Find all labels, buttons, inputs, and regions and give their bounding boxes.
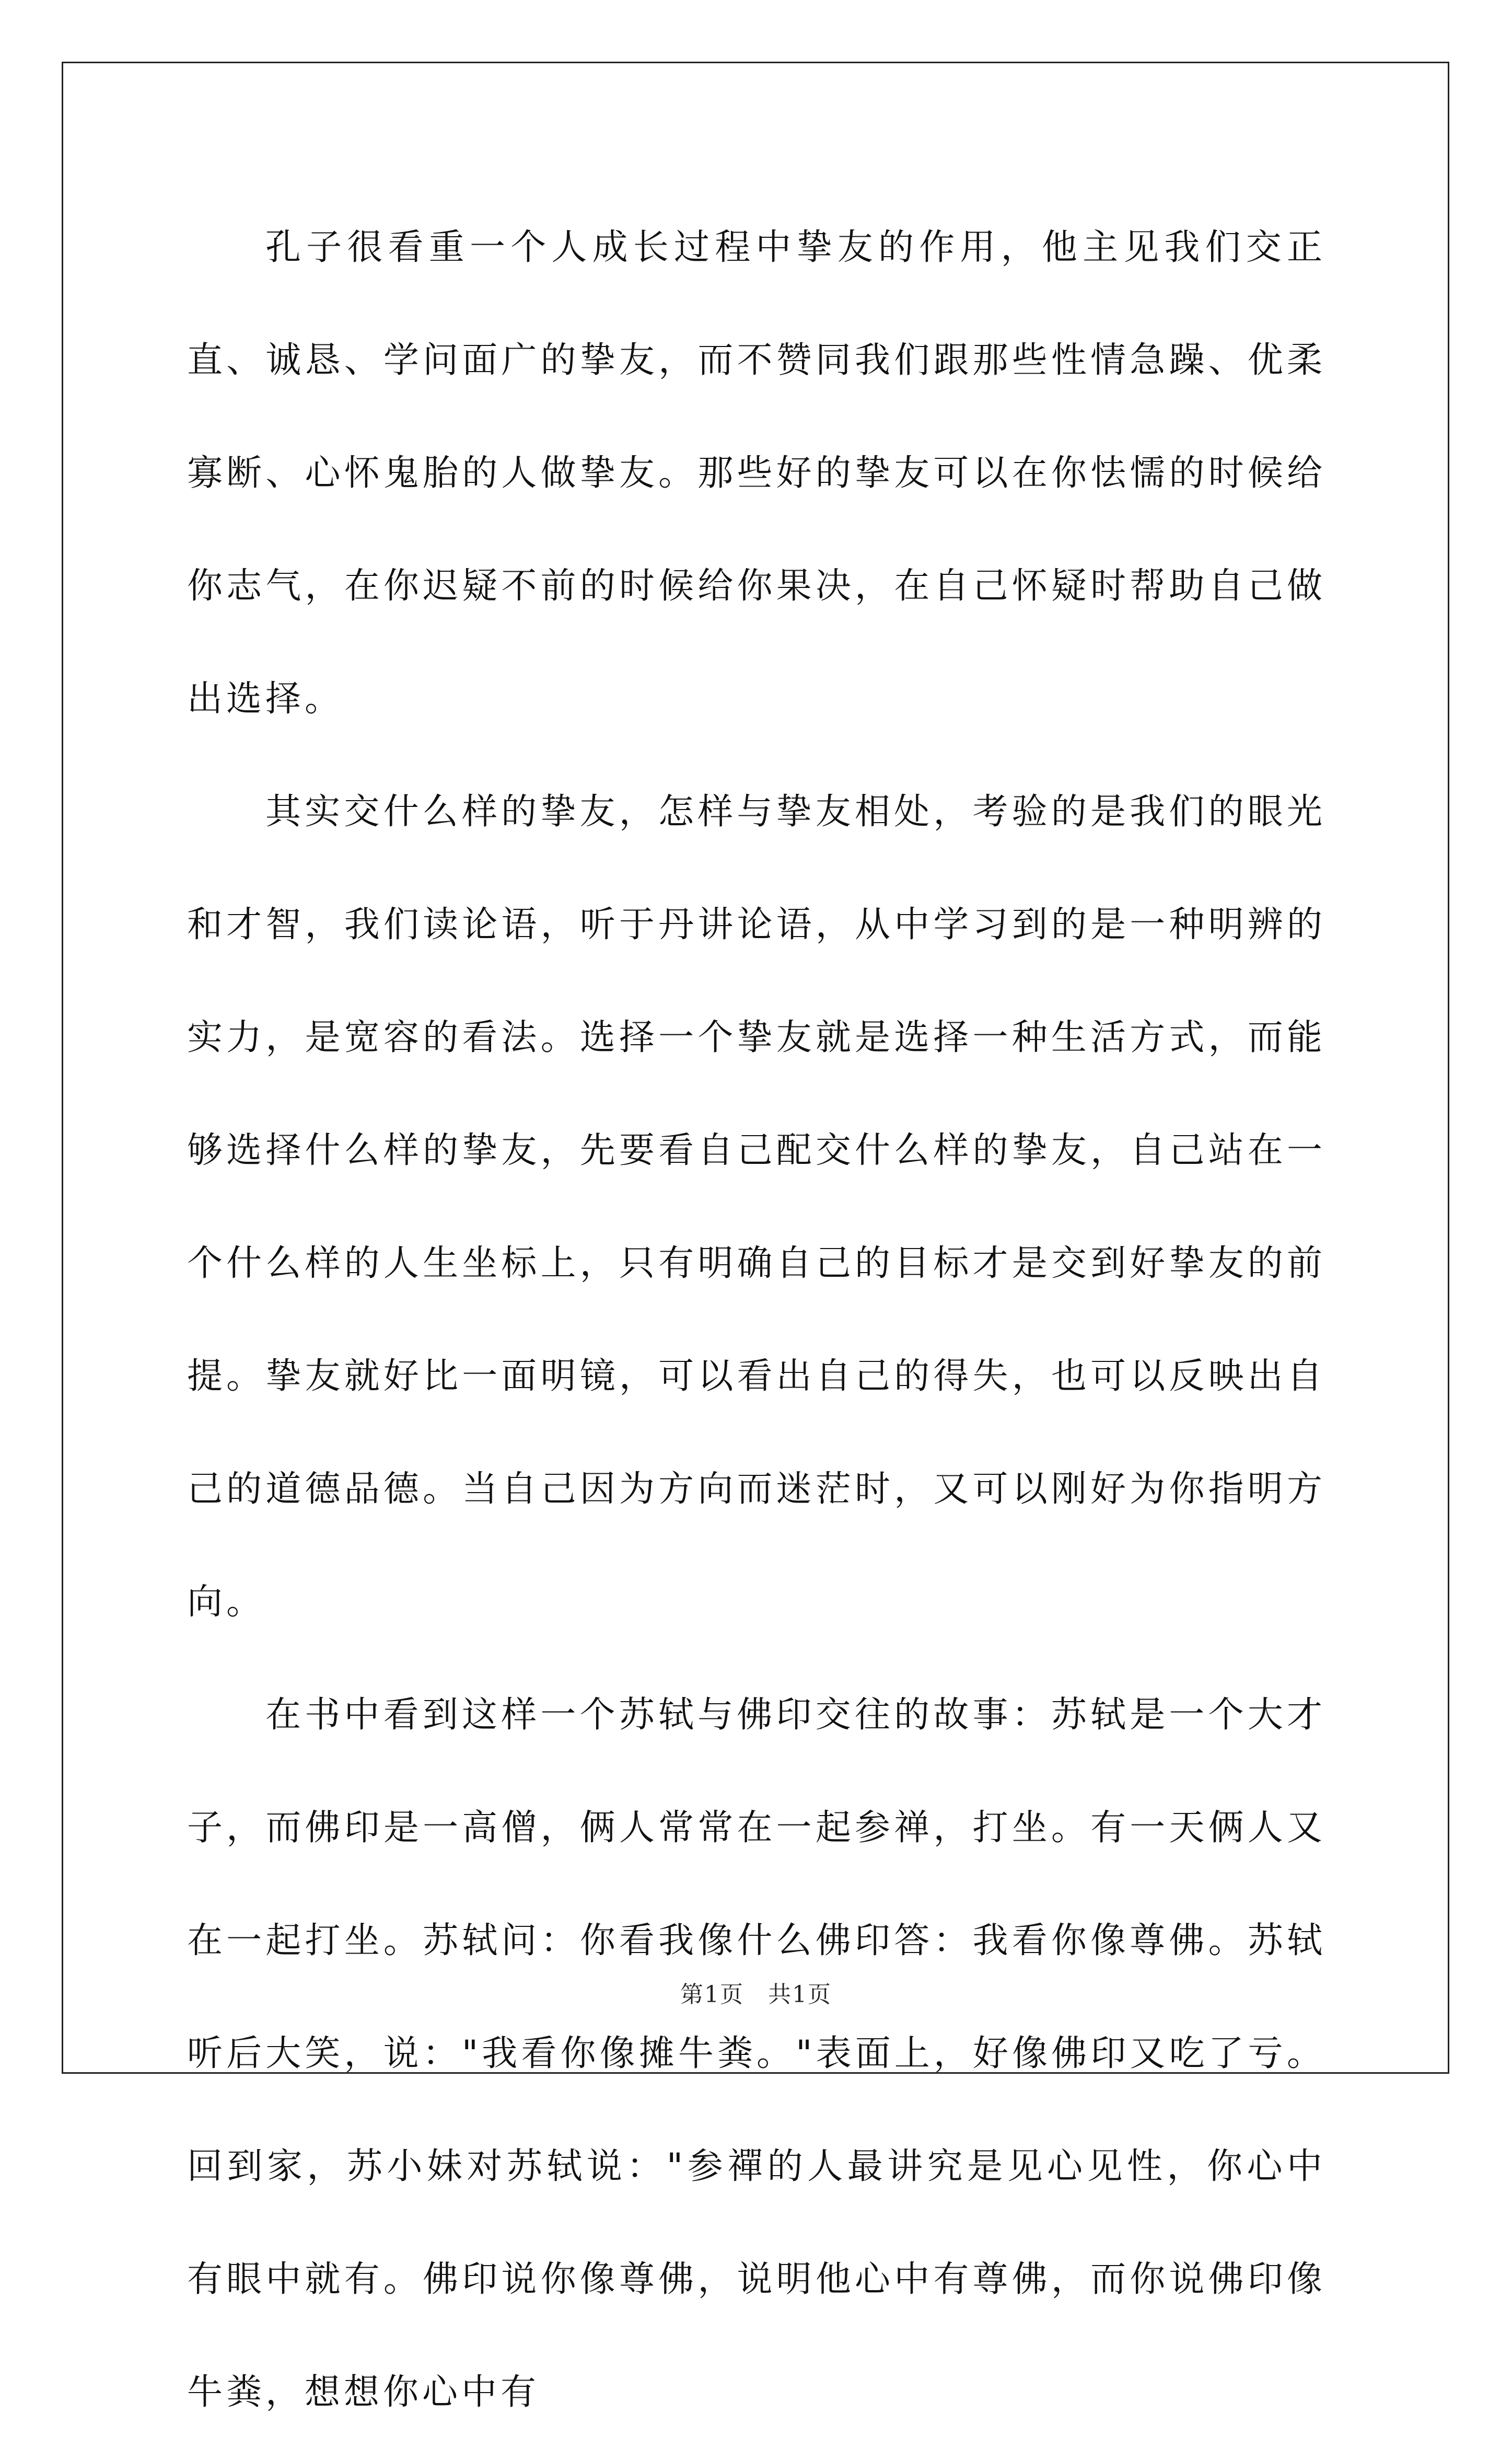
page-footer: 第1页 共1页	[680, 1981, 832, 2008]
paragraph-2: 其实交什么样的挚友，怎样与挚友相处，考验的是我们的眼光和才智，我们读论语，听于丹讲论语，从中学习到的是一种明辨的实力，是宽容的看法。选择一个挚友就是选择一种生活方式，而能够选择什么样的挚友，先要看自己配交什么样的挚友，自己站在一个什么样的人生坐标上，只有明确自己的目标才是交到好挚友的前提。挚友就好比一面明镜，可以看出自己的得失，也可以反映出自己的道德品德。当自己因为方向而迷茫时，又可以刚好为你指明方向。	[187, 791, 1326, 1623]
paragraph-3: 在书中看到这样一个苏轼与佛印交往的故事：苏轼是一个大才子，而佛印是一高僧，俩人常常在一起参禅，打坐。有一天俩人又在一起打坐。苏轼问：你看我像什么佛印答：我看你像尊佛。苏轼听后大笑，说："我看你像摊牛粪。"表面上，好像佛印又吃了亏。回到家，苏小妹对苏轼说："参禪的人最讲究是见心见性，你心中有眼中就有。佛印说你像尊佛，说明他心中有尊佛，而你说佛印像牛粪，想想你心中有	[187, 1694, 1326, 2413]
paragraph-1: 孔子很看重一个人成长过程中挚友的作用，他主见我们交正直、诚恳、学问面广的挚友，而不赞同我们跟那些性情急躁、优柔寡断、心怀鬼胎的人做挚友。那些好的挚友可以在你怯懦的时候给你志气，在你迟疑不前的时候给你果决，在自己怀疑时帮助自己做出选择。	[187, 227, 1326, 720]
document-body	[187, 191, 1326, 2449]
